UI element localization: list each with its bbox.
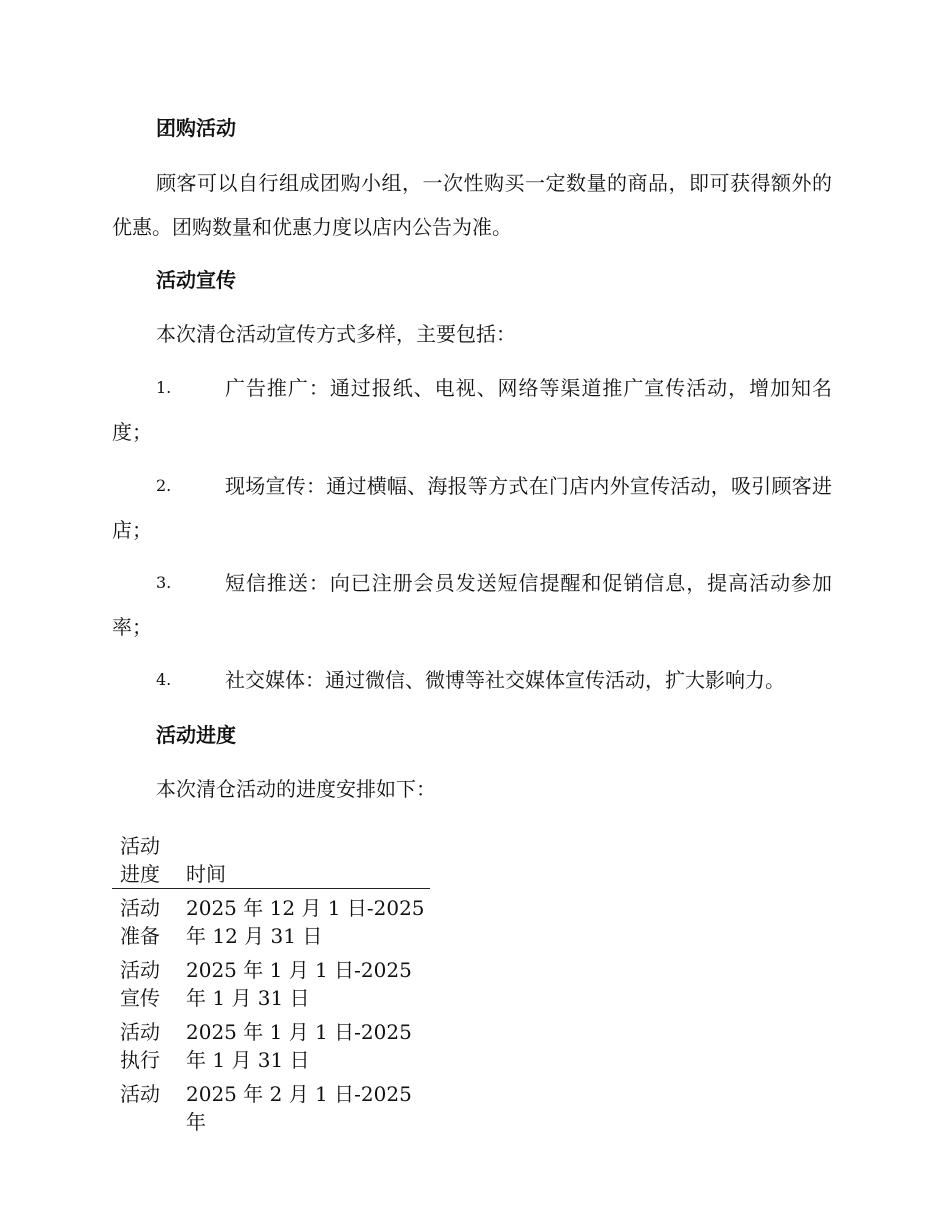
table-row xyxy=(112,1074,430,1136)
list-item-text: 社交媒体：通过微信、微博等社交媒体宣传活动，扩大影响力。 xyxy=(225,668,785,692)
table-cell: 2025 年 1 月 1 日-2025 年 1 月 31 日 xyxy=(186,1020,412,1072)
table-row xyxy=(112,889,430,951)
list-item xyxy=(112,561,832,649)
table-cell: 活动执行 xyxy=(120,1020,160,1072)
list-item-text: 短信推送：向已注册会员发送短信提醒和促销信息，提高活动参加率； xyxy=(112,571,832,639)
table-header-cell: 活动进度 xyxy=(120,834,160,886)
section-heading-promotion: 活动宣传 xyxy=(156,268,236,292)
list-item-number: 1. xyxy=(156,378,172,397)
table-cell: 2025 年 2 月 1 日-2025 年 xyxy=(186,1082,412,1134)
section-heading-group-buy: 团购活动 xyxy=(156,116,236,140)
list-item-number: 3. xyxy=(156,573,172,592)
list-item xyxy=(112,366,832,454)
table-row xyxy=(112,1012,430,1074)
list-item xyxy=(112,658,832,702)
table-header-row xyxy=(112,832,430,889)
table-cell: 2025 年 12 月 1 日-2025 年 12 月 31 日 xyxy=(186,896,425,948)
table-cell: 活动准备 xyxy=(120,896,160,948)
table-row xyxy=(112,950,430,1012)
table-cell: 活动宣传 xyxy=(120,958,160,1010)
paragraph-promotion-intro: 本次清仓活动宣传方式多样，主要包括： xyxy=(156,322,516,346)
schedule-table xyxy=(112,832,430,1136)
table-cell: 2025 年 1 月 1 日-2025 年 1 月 31 日 xyxy=(186,958,412,1010)
list-item-text: 广告推广：通过报纸、电视、网络等渠道推广宣传活动，增加知名度； xyxy=(112,376,832,444)
section-heading-schedule: 活动进度 xyxy=(156,723,236,747)
table-cell: 活动 xyxy=(120,1082,160,1106)
list-item-number: 2. xyxy=(156,476,172,495)
list-item-text: 现场宣传：通过横幅、海报等方式在门店内外宣传活动，吸引顾客进店； xyxy=(112,474,832,542)
list-item-number: 4. xyxy=(156,670,172,689)
table-header-cell: 时间 xyxy=(186,862,226,886)
paragraph-group-buy: 顾客可以自行组成团购小组，一次性购买一定数量的商品，即可获得额外的优惠。团购数量和优惠力度以店内公告为准。 xyxy=(112,171,832,239)
list-item xyxy=(112,464,832,552)
paragraph-schedule-intro: 本次清仓活动的进度安排如下： xyxy=(156,777,436,801)
